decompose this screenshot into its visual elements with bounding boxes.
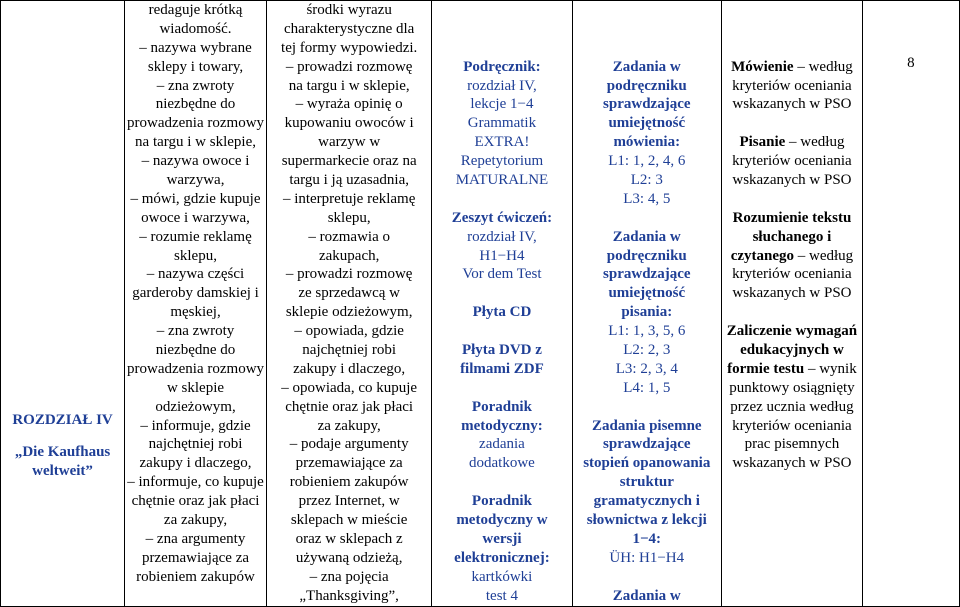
list-item: na targu i w sklepie, <box>288 77 410 94</box>
list-item: Grammatik <box>467 115 537 132</box>
list-item: na targu i w sklepie, <box>135 134 256 151</box>
list-item: – prowadzi rozmowę <box>285 58 413 75</box>
list-item <box>722 303 862 322</box>
page-number-cell <box>862 1 959 607</box>
list-item: MATURALNE <box>455 172 549 189</box>
list-item: – mówi, gdzie kupuje <box>130 190 261 207</box>
list-item: sprawdzające <box>603 436 691 453</box>
list-item: L3: 4, 5 <box>623 190 671 207</box>
list-item <box>573 39 722 58</box>
list-item: wskazanych w PSO <box>732 455 852 472</box>
list-item: robieniem zakupów <box>289 474 409 491</box>
list-item: wskazanych w PSO <box>732 96 852 113</box>
list-item: kupowaniu owoców i <box>284 115 414 132</box>
list-item <box>722 190 862 209</box>
list-item: prac pisemnych <box>744 436 840 453</box>
list-item: – rozumie reklamę <box>139 228 252 245</box>
list-item <box>722 114 862 133</box>
materials-cell <box>432 1 572 607</box>
chapter-title: ROZDZIAŁ IV <box>12 411 113 428</box>
list-item: elektronicznej: <box>454 549 550 566</box>
list-item: wersji <box>482 530 522 547</box>
list-item: mówienia: <box>613 134 681 151</box>
list-item: zadania <box>479 436 525 453</box>
requirements-basic-cell <box>125 1 267 607</box>
list-item: sklepu, <box>174 247 217 264</box>
list-item: L1: 1, 2, 4, 6 <box>608 153 686 170</box>
list-item: najchętniej robi <box>148 436 243 453</box>
list-item <box>432 39 571 58</box>
list-item <box>722 39 862 58</box>
table-row <box>1 1 960 607</box>
list-item: garderoby damskiej i <box>132 285 259 302</box>
list-item: umiejętność <box>608 285 686 302</box>
list-item <box>573 1 722 20</box>
list-item <box>432 1 571 20</box>
list-item: wskazanych w PSO <box>732 172 852 189</box>
list-item: – podaje argumenty <box>289 436 409 453</box>
requirements-extended-cell <box>266 1 431 607</box>
list-item: kryteriów oceniania <box>732 266 852 283</box>
list-item: tej formy wypowiedzi. <box>281 39 418 56</box>
chapter-subtitle: „Die Kaufhaus <box>14 443 111 460</box>
list-item: Rozumienie tekstu <box>732 209 852 226</box>
list-item: niezbędne do <box>155 96 236 113</box>
list-item: punktowy osiągnięty <box>729 379 855 396</box>
assessment-list <box>722 1 862 473</box>
materials-list <box>432 1 571 606</box>
list-item: – opowiada, gdzie <box>294 323 404 340</box>
list-item: metodyczny w <box>456 512 548 529</box>
list-item: Zadania pisemne <box>591 417 702 434</box>
list-item: Zeszyt ćwiczeń: <box>451 209 553 226</box>
list-item: najchętniej robi <box>302 342 397 359</box>
list-item: środki wyrazu <box>306 2 392 18</box>
list-item: – informuje, co kupuje <box>127 474 264 491</box>
list-item: prowadzenia rozmowy <box>127 360 265 377</box>
list-item: – nazywa wybrane <box>139 39 252 56</box>
list-item: – wyraża opinię o <box>295 96 403 113</box>
list-item: edukacyjnych w <box>740 342 844 359</box>
list-item: rozdział IV, <box>467 77 537 94</box>
tasks-cell <box>572 1 722 607</box>
list-item: H1−H4 <box>479 247 525 264</box>
list-item: Repetytorium <box>460 153 544 170</box>
list-item <box>573 20 722 39</box>
list-item: Zadania w <box>612 58 681 75</box>
list-item <box>722 20 862 39</box>
list-item: słuchanego i <box>752 228 832 245</box>
chapter-subtitle-2: weltweit” <box>32 462 93 479</box>
list-item <box>722 1 862 20</box>
requirements-basic-list <box>125 1 266 587</box>
chapter-cell <box>1 1 125 607</box>
list-item: EXTRA! <box>474 134 530 151</box>
list-item: gramatycznych i <box>593 493 700 510</box>
list-item: redaguje krótką <box>148 2 243 18</box>
page-number: 8 <box>907 55 915 71</box>
list-item: męskiej, <box>170 304 221 321</box>
list-item: czytanego – według <box>730 247 854 264</box>
list-item: L4: 1, 5 <box>623 379 671 396</box>
list-item <box>432 20 571 39</box>
list-item: prowadzenia rozmowy <box>127 115 265 132</box>
list-item: – informuje, gdzie <box>140 417 251 434</box>
list-item: sklepu, <box>327 209 371 226</box>
list-item: kryteriów oceniania <box>732 417 852 434</box>
list-item: Poradnik <box>471 398 532 415</box>
list-item: L2: 3 <box>630 172 663 189</box>
list-item <box>573 568 722 587</box>
list-item: L1: 1, 3, 5, 6 <box>608 323 686 340</box>
list-item: podręczniku <box>606 247 687 264</box>
list-item: metodyczny: <box>461 417 543 434</box>
list-item <box>573 398 722 417</box>
list-item: słownictwa z lekcji <box>586 512 707 529</box>
list-item: wiadomość. <box>159 20 232 37</box>
list-item: „Thanksgiving”, <box>299 587 399 604</box>
list-item: kryteriów oceniania <box>732 77 852 94</box>
list-item: przez Internet, w <box>298 493 400 510</box>
list-item: charakterystyczne dla <box>283 20 415 37</box>
list-item: struktur <box>619 474 674 491</box>
list-item <box>432 473 571 492</box>
list-item: Płyta CD <box>472 304 532 321</box>
list-item: podręczniku <box>606 77 687 94</box>
list-item: Pisanie – według <box>739 134 845 151</box>
list-item: Vor dem Test <box>462 266 542 283</box>
list-item <box>432 322 571 341</box>
list-item: Mówienie – według <box>731 58 853 75</box>
list-item: sklepie odzieżowym, <box>285 304 413 321</box>
list-item: Płyta DVD z <box>461 342 542 359</box>
list-item: sprawdzające <box>603 266 691 283</box>
list-item: – prowadzi rozmowę <box>285 266 413 283</box>
assessment-cell <box>722 1 863 607</box>
list-item: odzieżowym, <box>155 398 236 415</box>
list-item: – nazywa części <box>146 266 245 283</box>
tasks-list <box>573 1 722 606</box>
list-item: ÜH: H1−H4 <box>609 549 685 566</box>
list-item: – rozmawia o <box>308 228 390 245</box>
list-item: kryteriów oceniania <box>732 153 852 170</box>
list-item: – zna zwroty <box>156 77 235 94</box>
list-item: formie testu – wynik <box>727 360 857 377</box>
list-item: lekcje 1−4 <box>470 96 534 113</box>
list-item: 1−4: <box>632 530 662 547</box>
list-item: robieniem zakupów <box>136 568 255 585</box>
list-item: za zakupy, <box>317 417 381 434</box>
list-item: supermarkecie oraz na <box>281 153 417 170</box>
list-item: w sklepie <box>166 379 225 396</box>
list-item <box>432 379 571 398</box>
list-item: rozdział IV, <box>467 228 537 245</box>
list-item: – zna zwroty <box>156 323 235 340</box>
list-item: – nazywa owoce i <box>141 153 250 170</box>
list-item: Podręcznik: <box>463 58 541 75</box>
list-item: niezbędne do <box>155 342 236 359</box>
list-item: zakupach, <box>318 247 380 264</box>
list-item: stopień opanowania <box>583 455 711 472</box>
list-item: wskazanych w PSO <box>732 285 852 302</box>
list-item <box>432 190 571 209</box>
list-item: Zadania w <box>612 587 681 604</box>
list-item: – zna argumenty <box>145 530 246 547</box>
list-item: oraz w sklepach z <box>295 530 403 547</box>
list-item: – interpretuje reklamę <box>282 190 416 207</box>
list-item: L2: 2, 3 <box>623 342 671 359</box>
list-item: umiejętność <box>608 115 686 132</box>
list-item: – zna pojęcia <box>309 568 389 585</box>
list-item: pisania: <box>621 304 673 321</box>
list-item: chętnie oraz jak płaci <box>131 493 260 510</box>
list-item: test 4 <box>485 587 518 604</box>
list-item: zakupy i dlaczego, <box>139 455 252 472</box>
list-item: – opowiada, co kupuje <box>281 379 418 396</box>
list-item: sklepach w mieście <box>290 512 408 529</box>
list-item: Zadania w <box>612 228 681 245</box>
list-item: dodatkowe <box>469 455 535 472</box>
list-item: ze sprzedawcą w <box>298 285 400 302</box>
list-item: zakupy i dlaczego, <box>293 360 406 377</box>
list-item: filmami ZDF <box>460 360 544 377</box>
list-item: sklepy i towary, <box>147 58 244 75</box>
list-item <box>573 209 722 228</box>
list-item: L3: 2, 3, 4 <box>615 360 678 377</box>
list-item <box>432 284 571 303</box>
list-item: przemawiające za <box>142 549 250 566</box>
list-item: warzyw w <box>318 134 381 151</box>
list-item: kartkówki <box>471 568 533 585</box>
list-item: sprawdzające <box>603 96 691 113</box>
list-item: Zaliczenie wymagań <box>726 323 858 340</box>
list-item: warzywa, <box>166 172 225 189</box>
list-item: przez ucznia według <box>730 398 854 415</box>
list-item: przemawiające za <box>295 455 403 472</box>
list-item: chętnie oraz jak płaci <box>285 398 414 415</box>
list-item: za zakupy, <box>163 512 228 529</box>
list-item: owoce i warzywa, <box>141 209 250 226</box>
list-item: używaną odzieżą, <box>295 549 403 566</box>
requirements-extended-list <box>267 1 431 606</box>
list-item: Poradnik <box>471 493 532 510</box>
list-item: targu i ją uzasadnia, <box>289 172 409 189</box>
